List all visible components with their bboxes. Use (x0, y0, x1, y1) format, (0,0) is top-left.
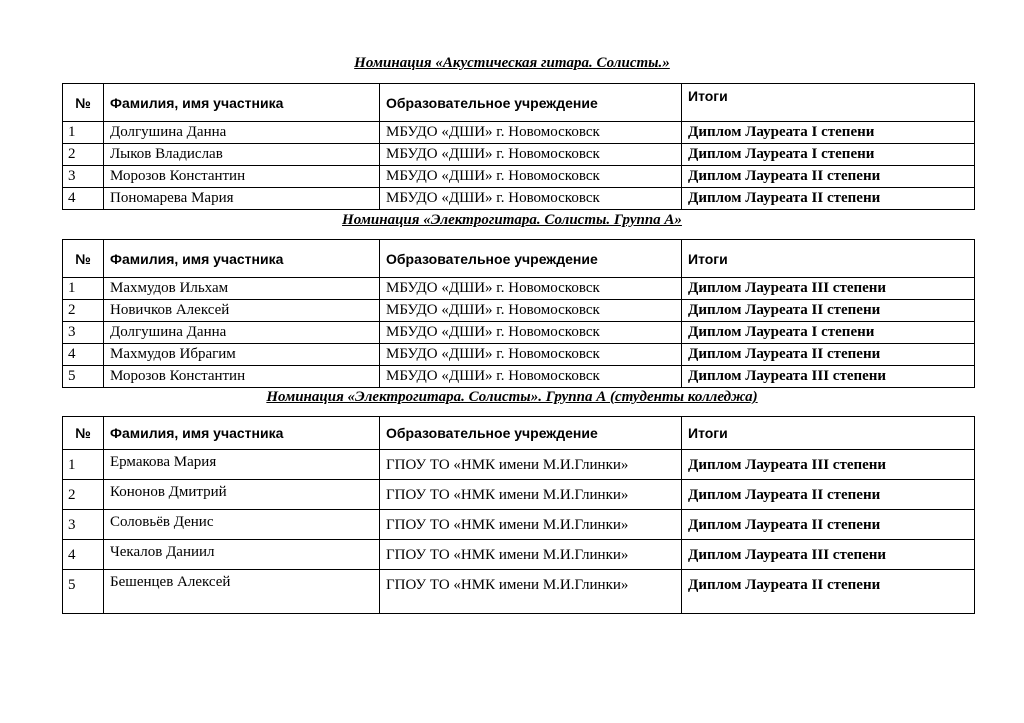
header-results: Итоги (682, 240, 975, 278)
header-results: Итоги (682, 417, 975, 450)
table-row (63, 480, 975, 510)
header-number: № (63, 417, 104, 450)
participant-name: Новичков Алексей (104, 300, 380, 322)
row-number: 4 (63, 344, 104, 366)
table-row (63, 122, 975, 144)
participant-name: Ермакова Мария (104, 450, 380, 480)
header-number: № (63, 240, 104, 278)
result: Диплом Лауреата III степени (682, 450, 975, 480)
result: Диплом Лауреата II степени (682, 300, 975, 322)
institution: МБУДО «ДШИ» г. Новомосковск (380, 344, 682, 366)
result: Диплом Лауреата III степени (682, 540, 975, 570)
result: Диплом Лауреата III степени (682, 366, 975, 388)
results-table-electric-group-a (62, 239, 975, 388)
section-2-title: Номинация «Электрогитара. Солисты. Группа А» (342, 212, 682, 228)
row-number: 3 (63, 322, 104, 344)
header-institution: Образовательное учреждение (380, 240, 682, 278)
row-number: 1 (63, 122, 104, 144)
table-row (63, 366, 975, 388)
participant-name: Махмудов Ибрагим (104, 344, 380, 366)
result: Диплом Лауреата I степени (682, 322, 975, 344)
result: Диплом Лауреата II степени (682, 510, 975, 540)
institution: МБУДО «ДШИ» г. Новомосковск (380, 366, 682, 388)
header-number: № (63, 84, 104, 122)
header-participant: Фамилия, имя участника (104, 417, 380, 450)
institution: ГПОУ ТО «НМК имени М.И.Глинки» (380, 570, 682, 614)
institution: МБУДО «ДШИ» г. Новомосковск (380, 144, 682, 166)
result: Диплом Лауреата III степени (682, 278, 975, 300)
institution: МБУДО «ДШИ» г. Новомосковск (380, 300, 682, 322)
institution: ГПОУ ТО «НМК имени М.И.Глинки» (380, 540, 682, 570)
table-row (63, 188, 975, 210)
row-number: 3 (63, 166, 104, 188)
section-1-title: Номинация «Акустическая гитара. Солисты.» (354, 55, 670, 71)
results-table-acoustic (62, 83, 975, 210)
result: Диплом Лауреата II степени (682, 188, 975, 210)
institution: ГПОУ ТО «НМК имени М.И.Глинки» (380, 450, 682, 480)
result: Диплом Лауреата II степени (682, 344, 975, 366)
result: Диплом Лауреата II степени (682, 166, 975, 188)
table-row (63, 450, 975, 480)
header-participant: Фамилия, имя участника (104, 84, 380, 122)
row-number: 4 (63, 540, 104, 570)
institution: МБУДО «ДШИ» г. Новомосковск (380, 322, 682, 344)
table-row (63, 144, 975, 166)
row-number: 2 (63, 300, 104, 322)
row-number: 4 (63, 188, 104, 210)
row-number: 2 (63, 144, 104, 166)
institution: МБУДО «ДШИ» г. Новомосковск (380, 122, 682, 144)
institution: МБУДО «ДШИ» г. Новомосковск (380, 166, 682, 188)
institution: МБУДО «ДШИ» г. Новомосковск (380, 278, 682, 300)
result: Диплом Лауреата I степени (682, 144, 975, 166)
institution: ГПОУ ТО «НМК имени М.И.Глинки» (380, 510, 682, 540)
participant-name: Бешенцев Алексей (104, 570, 380, 614)
header-participant: Фамилия, имя участника (104, 240, 380, 278)
header-institution: Образовательное учреждение (380, 84, 682, 122)
table-row (63, 540, 975, 570)
table-row (63, 322, 975, 344)
table-row (63, 570, 975, 614)
result: Диплом Лауреата II степени (682, 570, 975, 614)
row-number: 5 (63, 570, 104, 614)
participant-name: Морозов Константин (104, 366, 380, 388)
row-number: 2 (63, 480, 104, 510)
row-number: 1 (63, 450, 104, 480)
row-number: 1 (63, 278, 104, 300)
institution: МБУДО «ДШИ» г. Новомосковск (380, 188, 682, 210)
participant-name: Лыков Владислав (104, 144, 380, 166)
participant-name: Махмудов Ильхам (104, 278, 380, 300)
table-row (63, 344, 975, 366)
row-number: 3 (63, 510, 104, 540)
table-row (63, 278, 975, 300)
result: Диплом Лауреата II степени (682, 480, 975, 510)
row-number: 5 (63, 366, 104, 388)
result: Диплом Лауреата I степени (682, 122, 975, 144)
participant-name: Пономарева Мария (104, 188, 380, 210)
table-header-row (63, 417, 975, 450)
section-3-title: Номинация «Электрогитара. Солисты». Группа А (студенты колледжа) (266, 389, 758, 405)
participant-name: Морозов Константин (104, 166, 380, 188)
table-header-row (63, 84, 975, 122)
table-row (63, 510, 975, 540)
institution: ГПОУ ТО «НМК имени М.И.Глинки» (380, 480, 682, 510)
participant-name: Долгушина Данна (104, 322, 380, 344)
participant-name: Чекалов Даниил (104, 540, 380, 570)
table-header-row (63, 240, 975, 278)
results-table-electric-college (62, 416, 975, 614)
participant-name: Кононов Дмитрий (104, 480, 380, 510)
table-row (63, 300, 975, 322)
participant-name: Соловьёв Денис (104, 510, 380, 540)
participant-name: Долгушина Данна (104, 122, 380, 144)
header-results: Итоги (682, 84, 975, 122)
table-row (63, 166, 975, 188)
header-institution: Образовательное учреждение (380, 417, 682, 450)
